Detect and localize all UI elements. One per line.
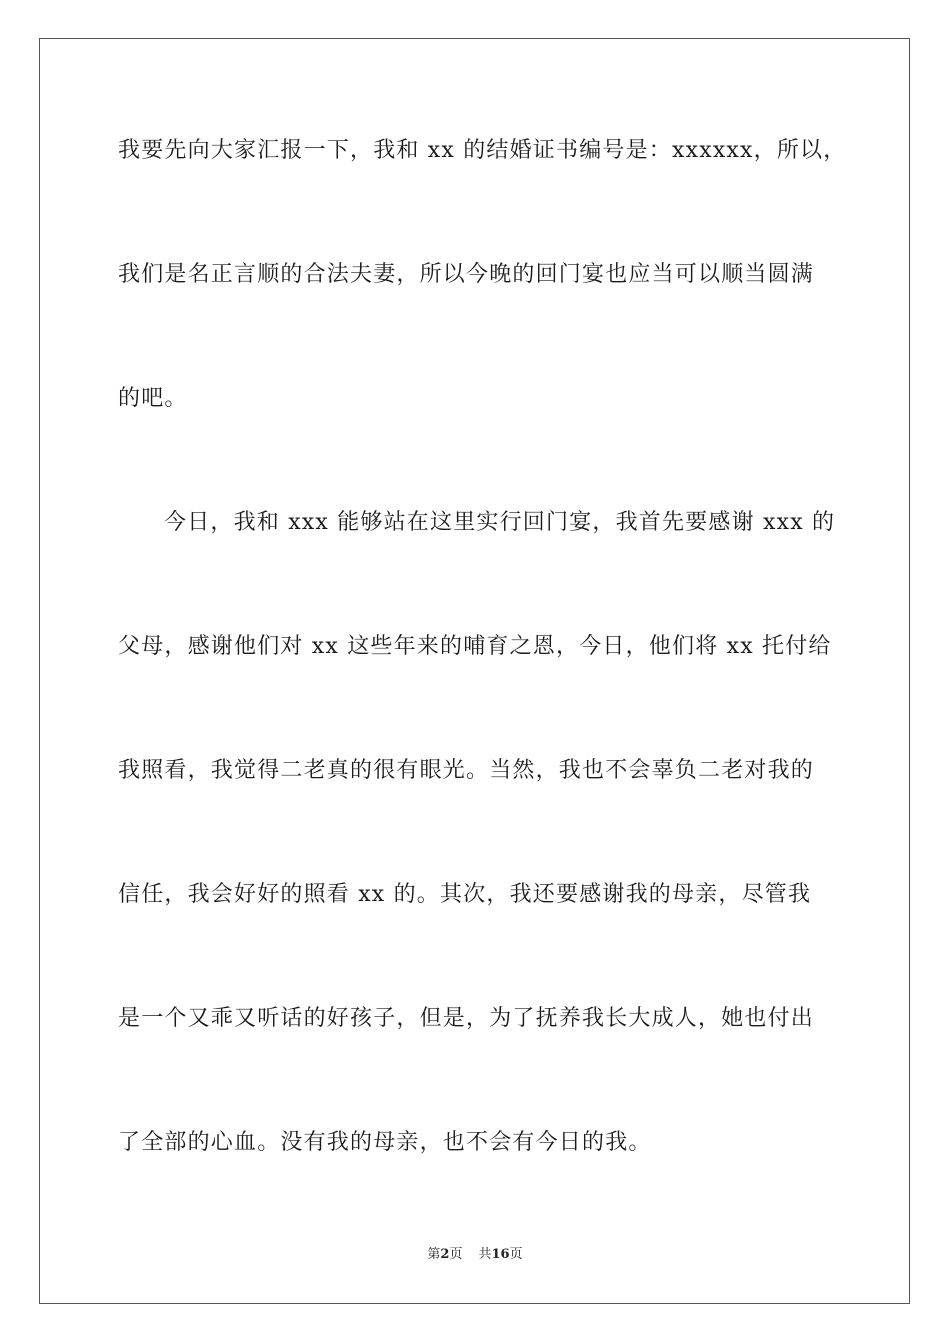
total-prefix: 共: [478, 1247, 492, 1262]
paragraph-first-line: 今日，我和 xxx 能够站在这里实行回门宴，我首先要感谢 xxx 的: [164, 510, 836, 535]
total-suffix: 页: [509, 1247, 523, 1262]
text-line: 我照看，我觉得二老真的很有眼光。当然，我也不会辜负二老对我的: [118, 758, 815, 783]
page-border: [39, 38, 910, 1304]
text-line: 父母，感谢他们对 xx 这些年来的哺育之恩，今日，他们将 xx 托付给: [118, 634, 832, 659]
text-line: 我们是名正言顺的合法夫妻，所以今晚的回门宴也应当可以顺当圆满: [118, 262, 815, 287]
text-line: 信任，我会好好的照看 xx 的。其次，我还要感谢我的母亲，尽管我: [118, 882, 812, 907]
text-line: 了全部的心血。没有我的母亲，也不会有今日的我。: [118, 1130, 652, 1155]
page-suffix: 页: [449, 1247, 463, 1262]
total-pages: 16: [491, 1247, 510, 1262]
page-number: 2: [440, 1247, 450, 1262]
page-prefix: 第: [427, 1247, 441, 1262]
text-line: 的吧。: [118, 386, 188, 411]
text-line: 我要先向大家汇报一下，我和 xx 的结婚证书编号是：xxxxxx，所以，: [118, 138, 847, 163]
text-line: 是一个又乖又听话的好孩子，但是，为了抚养我长大成人，她也付出: [118, 1006, 815, 1031]
page-footer: [0, 1246, 950, 1264]
